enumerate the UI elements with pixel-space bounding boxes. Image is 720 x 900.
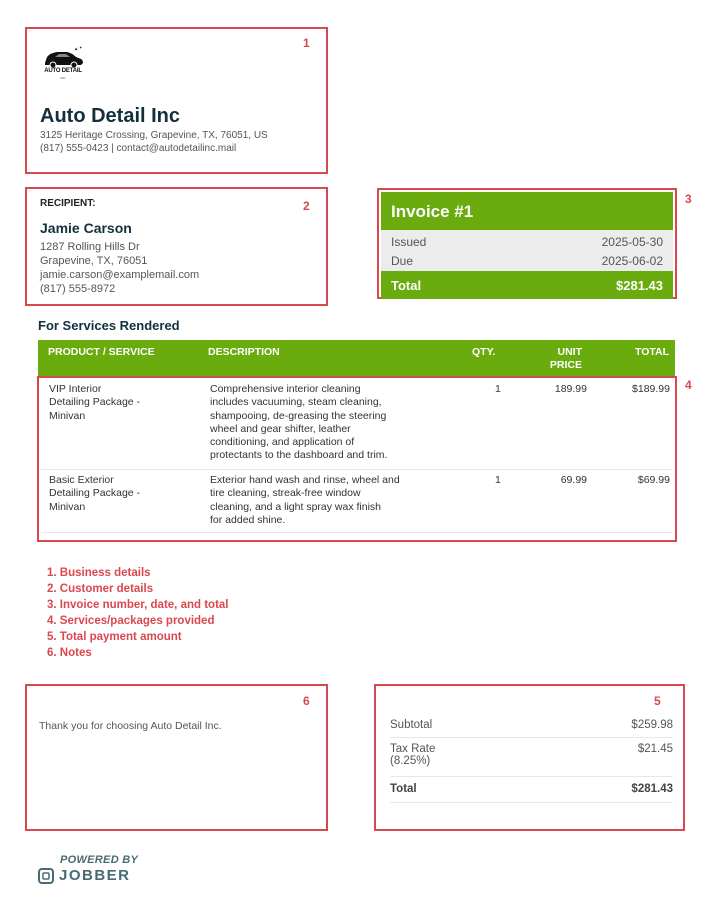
legend-item: 5. Total payment amount [47, 631, 182, 643]
totals-divider [390, 737, 673, 738]
company-logo [41, 45, 85, 85]
total-cell: $69.99 [637, 474, 670, 486]
invoice-title: Invoice #1 [391, 202, 474, 221]
header-unit-price [538, 346, 582, 372]
legend-item: 1. Business details [47, 567, 151, 579]
due-row [391, 254, 663, 268]
business-address: 3125 Heritage Crossing, Grapevine, TX, 76051, US [40, 130, 268, 141]
header-qty: QTY. [472, 346, 496, 358]
tax-label [390, 743, 435, 767]
notes-text: Thank you for choosing Auto Detail Inc. [39, 720, 222, 732]
row-divider [41, 532, 673, 533]
total-label: Total [390, 783, 417, 795]
total-value: $281.43 [631, 783, 673, 795]
legend-item: 6. Notes [47, 647, 92, 659]
description-line: wheel and gear shifter, leather [210, 422, 351, 435]
unit-price-cell: 189.99 [554, 383, 587, 395]
description-line: conditioning, and application of [210, 436, 355, 449]
totals-divider [390, 776, 673, 777]
unit-price-cell: 69.99 [560, 474, 587, 486]
tax-row [390, 743, 673, 767]
due-value: 2025-06-02 [601, 254, 663, 268]
invoice-total-bar [381, 271, 673, 299]
tax-value: $21.45 [637, 743, 673, 755]
tax-label-line1: Tax Rate [390, 743, 436, 755]
qty-cell: 1 [495, 383, 501, 395]
recipient-city: Grapevine, TX, 76051 [40, 255, 148, 267]
subtotal-label: Subtotal [390, 719, 433, 731]
invoice-total-value: $281.43 [616, 278, 663, 293]
header-unit-price-line1: UNIT [557, 346, 582, 358]
jobber-brand [38, 867, 131, 884]
subtotal-value: $259.98 [631, 719, 673, 731]
row-divider [41, 469, 673, 470]
header-total: TOTAL [634, 346, 669, 358]
description-line: Exterior hand wash and rinse, wheel and [210, 474, 400, 486]
description-line: tire cleaning, streak-free window [210, 487, 361, 500]
product-cell [49, 383, 140, 423]
invoice-header [381, 192, 673, 230]
table-row [41, 474, 673, 532]
product-line: Detailing Package - [49, 396, 141, 409]
business-details-section [25, 27, 328, 174]
car-icon [41, 45, 85, 69]
logo-subtext: INC [60, 76, 66, 80]
jobber-logo-icon [38, 868, 54, 884]
services-table-header [38, 340, 675, 376]
header-description: DESCRIPTION [208, 346, 280, 358]
product-line: Minivan [49, 409, 86, 422]
svg-text:✦: ✦ [74, 47, 79, 53]
tax-label-line2: (8.25%) [390, 755, 431, 767]
description-line: protectants to the dashboard and trim. [210, 449, 388, 462]
invoice-dates [381, 230, 673, 271]
services-table-body [37, 376, 677, 542]
table-row [41, 383, 673, 467]
description-line: Comprehensive interior cleaning [210, 383, 361, 395]
annotation-number: 2 [303, 199, 310, 213]
business-name: Auto Detail Inc [40, 105, 181, 127]
description-line: shampooing, de-greasing the steering [210, 409, 387, 422]
description-cell [210, 383, 387, 463]
header-product: PRODUCT / SERVICE [48, 346, 155, 358]
recipient-section [25, 187, 328, 306]
annotation-number: 5 [654, 694, 661, 708]
annotation-number: 4 [685, 378, 692, 392]
legend-item: 4. Services/packages provided [47, 615, 215, 627]
legend-item: 3. Invoice number, date, and total [47, 599, 229, 611]
issued-row [391, 235, 663, 249]
product-cell [49, 474, 140, 514]
business-contact: (817) 555-0423 | contact@autodetailinc.mail [40, 143, 237, 154]
totals-divider [390, 802, 673, 803]
issued-value: 2025-05-30 [601, 235, 663, 249]
annotation-legend [47, 565, 228, 661]
description-line: includes vacuuming, steam cleaning, [210, 396, 382, 409]
annotation-number: 1 [303, 36, 310, 50]
svg-text:✦: ✦ [79, 45, 83, 50]
subtotal-row [390, 719, 673, 731]
total-cell: $189.99 [632, 383, 670, 395]
invoice-summary-section [377, 188, 677, 299]
issued-label: Issued [391, 235, 427, 249]
annotation-number: 3 [685, 192, 692, 206]
product-line: Minivan [49, 500, 86, 513]
recipient-phone: (817) 555-8972 [40, 283, 116, 295]
header-unit-price-line2: PRICE [549, 359, 582, 371]
product-line: VIP Interior [49, 383, 102, 395]
due-label: Due [391, 254, 414, 268]
recipient-name: Jamie Carson [40, 220, 132, 236]
product-line: Basic Exterior [49, 474, 114, 486]
description-cell [210, 474, 400, 527]
powered-by-label: POWERED BY [60, 854, 139, 866]
services-title: For Services Rendered [38, 318, 180, 333]
product-line: Detailing Package - [49, 487, 141, 500]
totals-section [374, 684, 685, 831]
description-line: cleaning, and a light spray wax finish [210, 500, 382, 513]
recipient-label: RECIPIENT: [40, 198, 96, 209]
recipient-street: 1287 Rolling Hills Dr [40, 241, 140, 253]
notes-section [25, 684, 328, 831]
qty-cell: 1 [495, 474, 501, 486]
jobber-wordmark: JOBBER [59, 867, 131, 884]
recipient-email: jamie.carson@examplemail.com [40, 269, 200, 281]
annotation-number: 6 [303, 694, 310, 708]
total-row [390, 783, 673, 795]
legend-item: 2. Customer details [47, 583, 154, 595]
logo-text: AUTO DETAIL [44, 68, 82, 74]
description-line: for added shine. [210, 513, 286, 526]
invoice-total-label: Total [391, 278, 422, 293]
